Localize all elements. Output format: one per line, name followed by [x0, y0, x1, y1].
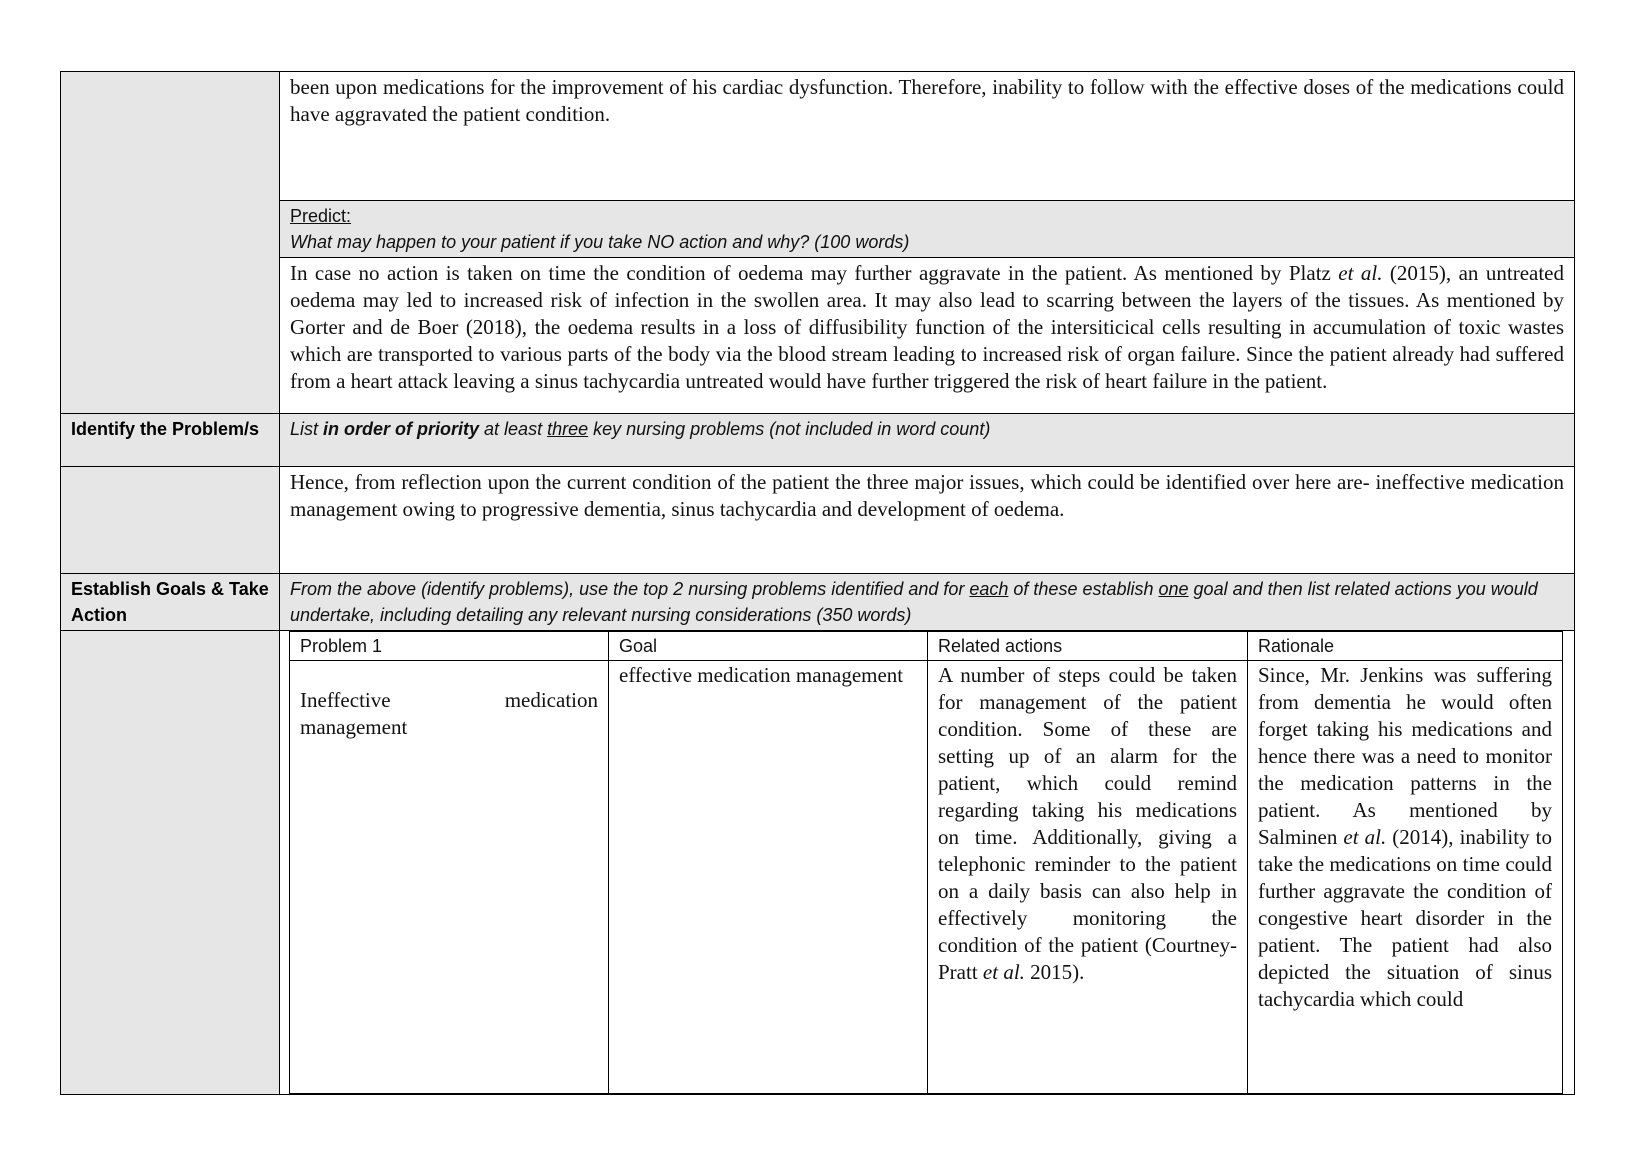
goal-cell [609, 661, 928, 1094]
predict-answer-etal: et al. [1338, 261, 1383, 285]
problem-text: Ineffective medication management [300, 688, 598, 739]
document-page [60, 71, 1574, 1095]
identify-label: Identify the Problem/s [61, 414, 280, 467]
problem-goal-table [289, 631, 1563, 1094]
predict-answer-cell [280, 258, 1575, 414]
predict-prompt-cell [280, 201, 1575, 258]
predict-heading: Predict: [290, 206, 352, 226]
goal-text: effective medication management [619, 663, 904, 687]
rationale-text: Since, Mr. Jenkins was suffering from dementia he would often forget taking his medications and hence there was a need to monitor the medication patterns in the patient. As mentioned by Salminen et al. (2014), inability to take the medications on time could further aggravate the condition of congestive heart disorder in the patient. The patient had also depicted the situation of sinus tachycardia which could [1258, 663, 1552, 1011]
goals-prompt: From the above (identify problems), use the top 2 nursing problems identified and for each of these establish one goal and then list related actions you would undertake, including detailing any relevant nursing considerations (350 words) [290, 579, 1538, 625]
identify-answer: Hence, from reflection upon the current condition of the patient the three major issues, which could be identified over here are- ineffective medication management owing to progressive dementia, sinus tachycardia and development of oedema. [290, 470, 1564, 521]
label-cell-empty-3 [61, 631, 280, 1095]
goals-table-cell [280, 631, 1575, 1095]
identify-answer-cell [280, 467, 1575, 574]
header-problem: Problem 1 [290, 632, 609, 661]
rationale-cell [1248, 661, 1563, 1094]
identify-prompt: List in order of priority at least three key nursing problems (not included in word count) [290, 419, 991, 439]
predict-prompt: What may happen to your patient if you take NO action and why? (100 words) [290, 232, 910, 252]
label-cell-empty [61, 72, 280, 414]
goals-label: Establish Goals & Take Action [61, 574, 280, 631]
predict-answer [280, 258, 1574, 397]
header-goal: Goal [609, 632, 928, 661]
label-cell-empty-2 [61, 467, 280, 574]
header-related-actions: Related actions [928, 632, 1248, 661]
header-rationale: Rationale [1248, 632, 1563, 661]
actions-text: A number of steps could be taken for management of the patient condition. Some of these are setting up of an alarm for the patient, which could remind regarding taking his medications on time. Additionally, giving a telephonic reminder to the patient on a daily basis can also help in effectively monitoring the condition of the patient (Courtney-Pratt et al. 2015). [938, 663, 1237, 984]
identify-prompt-cell [280, 414, 1575, 467]
assessment-cell [280, 72, 1575, 201]
predict-answer-part1: In case no action is taken on time the condition of oedema may further aggravate in the patient. As mentioned by Platz [290, 261, 1339, 285]
predict-answer-part2: (2015), an untreated oedema may led to increased risk of infection in the swollen area. It may also lead to scarring between the layers of the tissues. As mentioned by Gorter and de Boer (2018), the oedema results in a loss of diffusibility function of the intersiticical cells resulting in accumulation of toxic wastes which are transported to various parts of the body via the blood stream leading to increased risk of organ failure. Since the patient already had suffered from a heart attack leaving a sinus tachycardia untreated would have further triggered the risk of heart failure in the patient. [290, 261, 1564, 393]
goals-prompt-cell [280, 574, 1575, 631]
assessment-text: been upon medications for the improvement of his cardiac dysfunction. Therefore, inability to follow with the effective doses of the medications could have aggravated the patient condition. [290, 75, 1564, 126]
care-plan-table [60, 71, 1575, 1095]
actions-cell [928, 661, 1248, 1094]
problem-cell [290, 661, 609, 1094]
